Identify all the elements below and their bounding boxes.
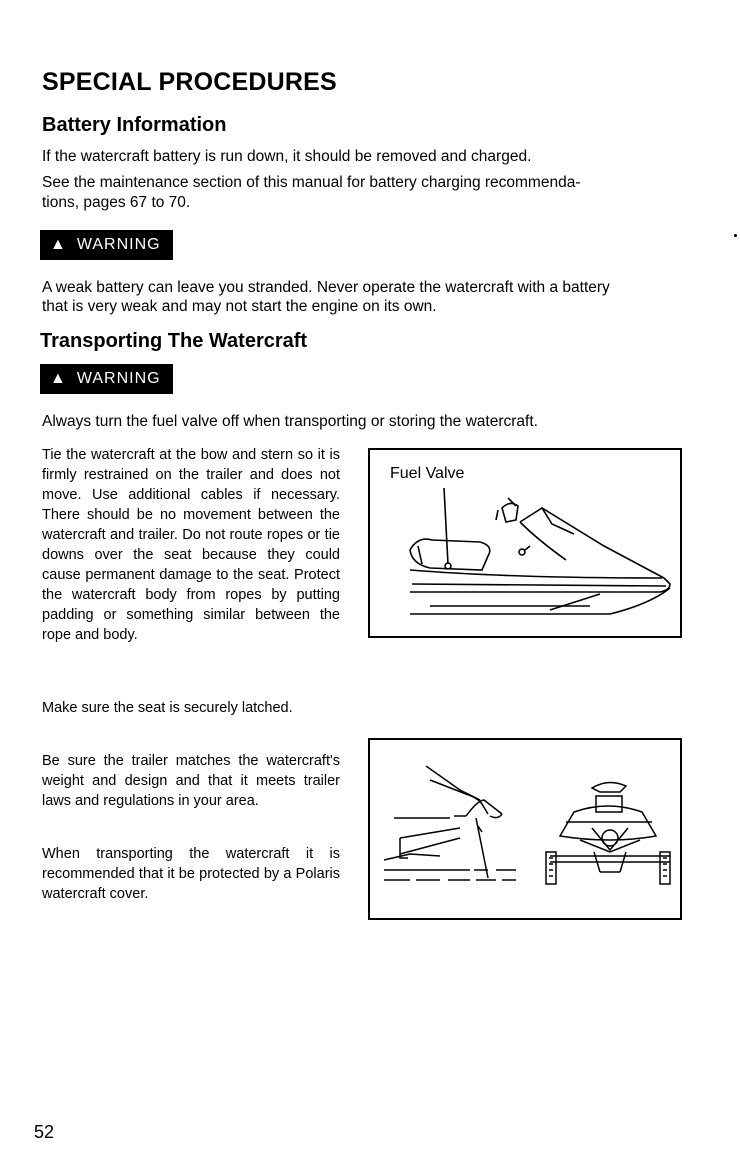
watercraft-trailer-illustration [370,740,680,918]
fuel-valve-figure [368,448,682,638]
transport-warning-text: Always turn the fuel valve off when transporting or storing the watercraft. [42,413,538,430]
battery-para-2-line-1: See the maintenance section of this manual for battery charging recommenda- [42,174,581,191]
stray-dot [734,234,737,237]
warning-triangle-icon: ▲ [50,370,67,387]
watercraft-side-illustration [370,450,680,636]
page-title: SPECIAL PROCEDURES [42,68,337,96]
transport-heading: Transporting The Watercraft [40,330,308,352]
trailer-paragraph: Be sure the trailer matches the watercraft's weight and design and that it meets trailer laws and regulations in your area. [42,753,340,809]
trailer-figure [368,738,682,920]
battery-heading: Battery Information [42,114,227,136]
transport-warning-label: WARNING [76,370,161,387]
battery-warning-badge [40,230,173,260]
fuel-valve-label: Fuel Valve [390,465,465,482]
transport-warning-badge [40,364,173,394]
battery-warning-label: WARNING [76,236,161,253]
warning-triangle-icon: ▲ [50,236,67,253]
battery-warning-line-2: that is very weak and may not start the engine on its own. [42,298,437,315]
seat-paragraph: Make sure the seat is securely latched. [42,700,293,716]
battery-para-1: If the watercraft battery is run down, it should be removed and charged. [42,148,532,165]
page-number: 52 [34,1122,55,1142]
cover-paragraph: When transporting the watercraft it is recommended that it be protected by a Polaris watercraft cover. [42,846,340,902]
tie-paragraph: Tie the watercraft at the bow and stern so it is firmly restrained on the trailer and does not move. Use additional cables if necessary. There should be no movement between the watercraft and trailer. Do not route ropes or tie downs over the seat because they could cause permanent damage to the seat. Protect the watercraft body from ropes by putting padding or something similar between the rope and body. [42,447,340,643]
battery-para-2-line-2: tions, pages 67 to 70. [42,194,191,211]
battery-warning-line-1: A weak battery can leave you stranded. Never operate the watercraft with a battery [42,279,610,296]
